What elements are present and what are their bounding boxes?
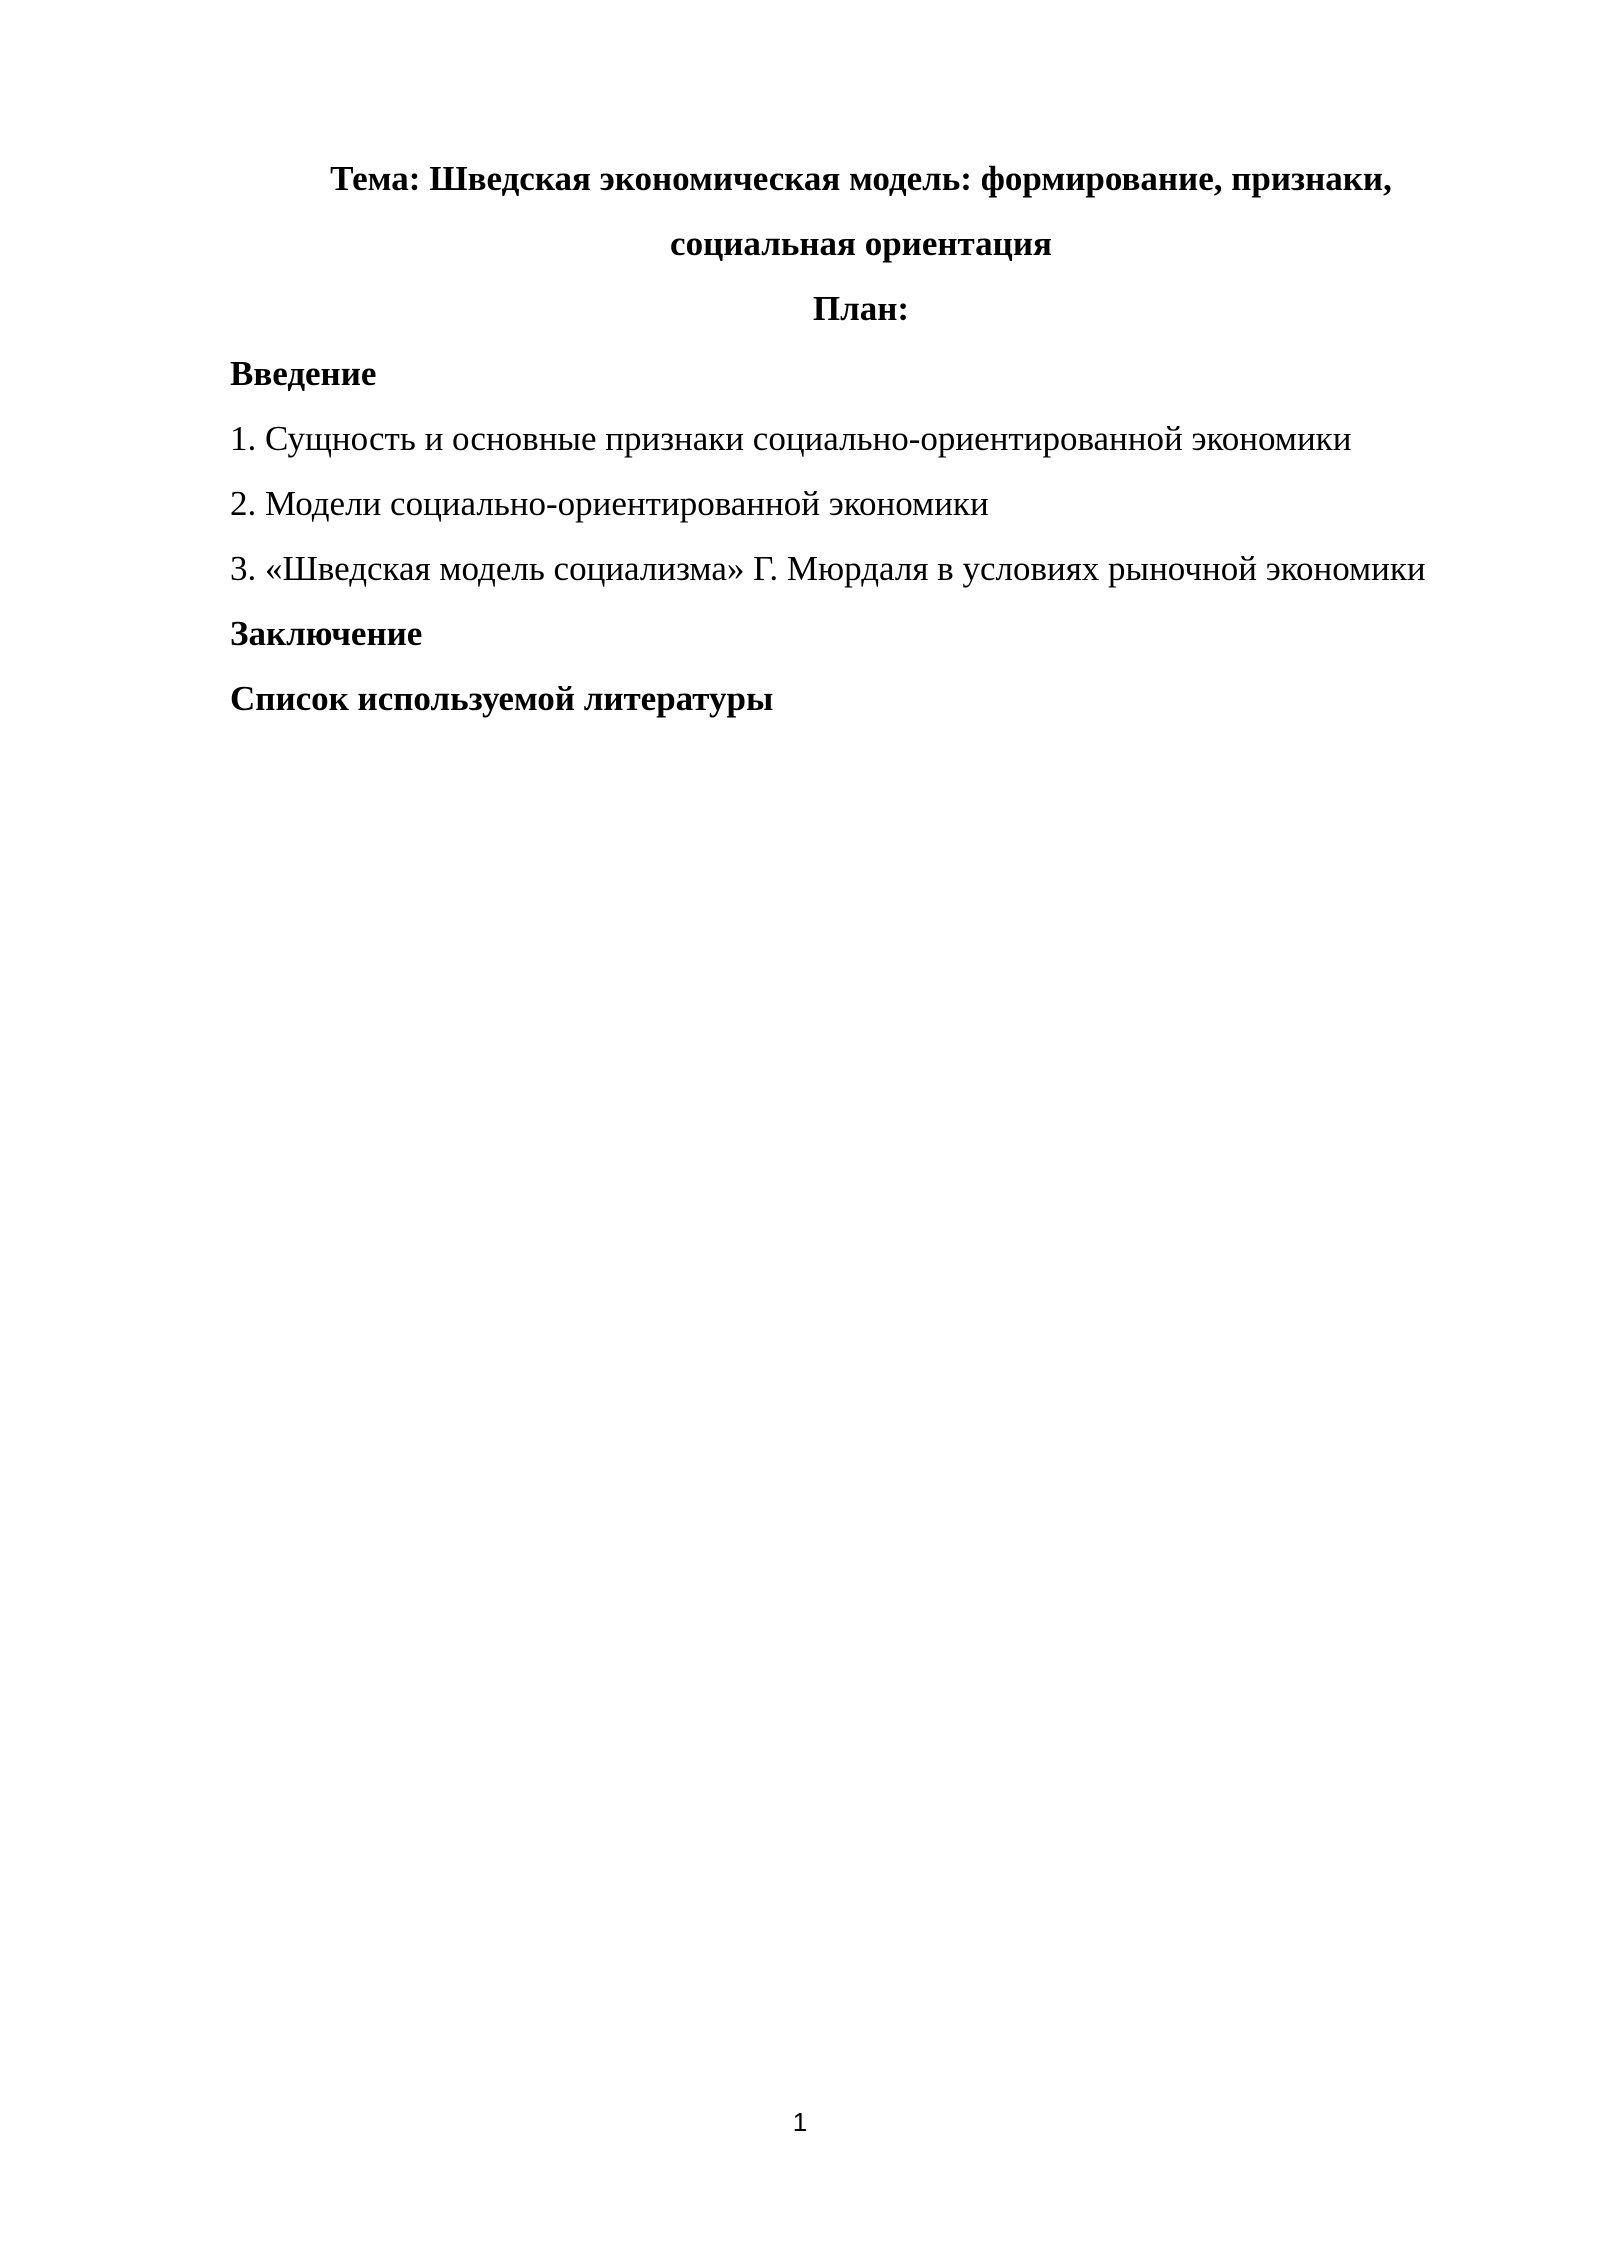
plan-item-1: 1. Сущность и основные признаки социально-ориентированной экономики xyxy=(230,419,1352,458)
title-line-2: социальная ориентация xyxy=(670,224,1052,263)
page-number: 1 xyxy=(792,2107,808,2137)
page-content xyxy=(230,146,1492,731)
plan-bibliography: Список используемой литературы xyxy=(230,679,774,718)
plan-item-2: 2. Модели социально-ориентированной экономики xyxy=(230,484,989,523)
title-line-1: Тема: Шведская экономическая модель: формирование, признаки, xyxy=(330,159,1392,198)
plan-item-3: 3. «Шведская модель социализма» Г. Мюрдаля в условиях рыночной экономики xyxy=(230,549,1426,588)
plan-heading: План: xyxy=(812,289,910,328)
plan-conclusion: Заключение xyxy=(230,614,423,653)
document-title xyxy=(230,146,1492,276)
plan-intro: Введение xyxy=(230,354,377,393)
